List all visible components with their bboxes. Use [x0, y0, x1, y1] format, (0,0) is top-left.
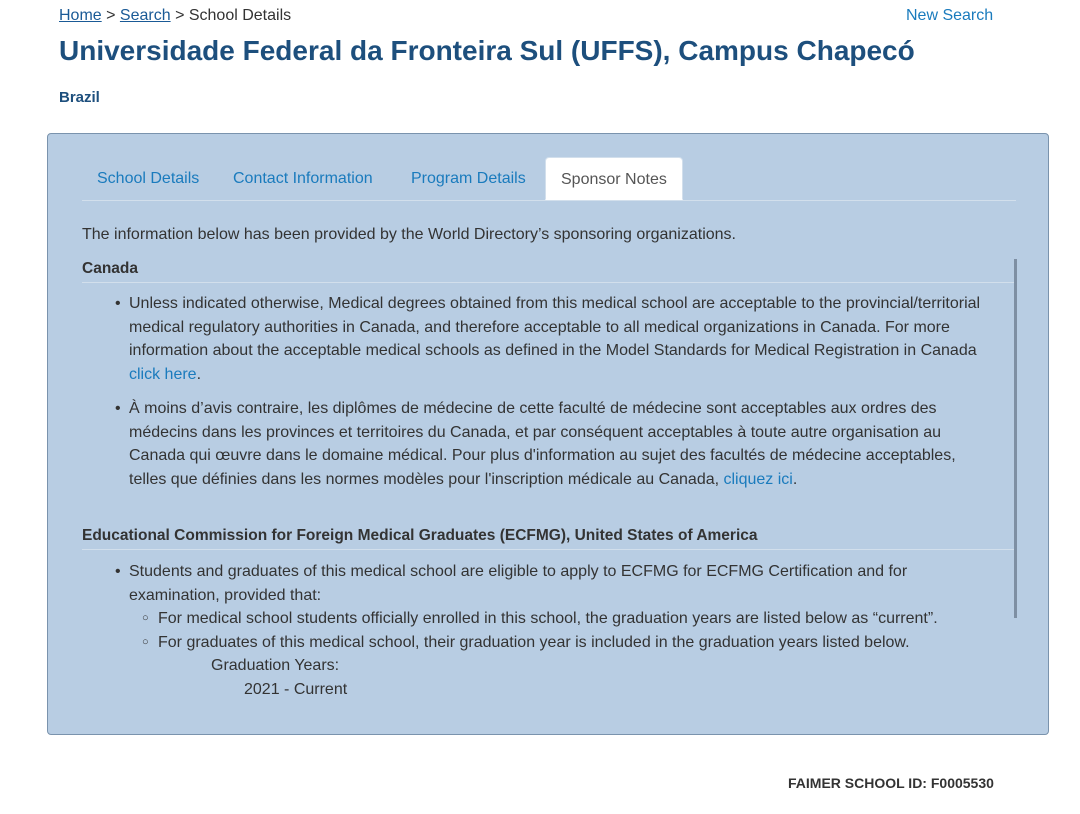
- ecfmg-eligibility-text: Students and graduates of this medical school are eligible to apply to ECFMG for ECFMG Certification and for examination, provided that:: [129, 563, 908, 604]
- school-country: Brazil: [59, 89, 100, 106]
- breadcrumb-current: School Details: [188, 7, 292, 24]
- ecfmg-conditions-list: [129, 607, 989, 654]
- click-here-link[interactable]: click here: [129, 365, 197, 383]
- faimer-school-id: FAIMER SCHOOL ID: F0005530: [788, 775, 994, 791]
- tab-sponsor-notes[interactable]: Sponsor Notes: [545, 157, 683, 200]
- section-heading-ecfmg: Educational Commission for Foreign Medical Graduates (ECFMG), United States of America: [82, 525, 1014, 550]
- tab-school-details[interactable]: School Details: [97, 170, 200, 187]
- breadcrumb: [59, 6, 291, 26]
- canada-notes-list: [82, 292, 1018, 491]
- breadcrumb-home-link[interactable]: Home: [59, 7, 102, 24]
- breadcrumb-separator: >: [101, 7, 120, 24]
- cliquez-ici-link[interactable]: cliquez ici: [723, 470, 793, 488]
- list-item: ○ For graduates of this medical school, their graduation year is included in the graduation years listed below.: [129, 631, 989, 655]
- list-item: [82, 397, 989, 491]
- tab-program-details[interactable]: Program Details: [411, 170, 526, 187]
- canada-note-english: Unless indicated otherwise, Medical degrees obtained from this medical school are acceptable to the provincial/territorial medical regulatory authorities in Canada, and therefore acceptable to all medical organizations in Canada. For more information about the acceptable medical schools as defined in the Model Standards for Medical Registration in Canada: [129, 295, 981, 359]
- canada-note-french: À moins d’avis contraire, les diplômes de médecine de cette faculté de médecine sont acceptables aux ordres des médecins dans les provinces et territoires du Canada, et par conséquent acceptables à toute autre organisation au Canada qui œuvre dans le domaine médical. Pour plus d'information au sujet des facultés de médecine acceptables, telles que définies dans les normes modèles pour l'inscription médicale au Canada,: [129, 400, 956, 488]
- list-item: [82, 292, 989, 386]
- tab-bar: [82, 157, 1016, 201]
- new-search-link[interactable]: New Search: [906, 7, 994, 24]
- punctuation: .: [196, 365, 202, 383]
- details-panel: [47, 133, 1049, 735]
- graduation-years-label: Graduation Years:: [211, 657, 340, 674]
- breadcrumb-search-link[interactable]: Search: [119, 7, 171, 24]
- list-item: [82, 560, 989, 654]
- sponsor-notes-scroll-area[interactable]: [82, 258, 1018, 708]
- breadcrumb-separator: >: [170, 7, 189, 24]
- ecfmg-notes-list: [82, 560, 1018, 654]
- page-title: Universidade Federal da Fronteira Sul (UFFS), Campus Chapecó: [59, 35, 915, 66]
- list-item: ○ For medical school students officially enrolled in this school, the graduation years are listed below as “current”.: [129, 607, 989, 631]
- scrollbar[interactable]: [1014, 259, 1017, 618]
- tab-contact-information[interactable]: Contact Information: [233, 170, 373, 187]
- sponsor-intro-text: The information below has been provided by the World Directory’s sponsoring organizations.: [82, 226, 736, 243]
- graduation-years-value: 2021 - Current: [244, 680, 348, 698]
- section-heading-canada: Canada: [82, 258, 1014, 283]
- punctuation: .: [792, 470, 798, 488]
